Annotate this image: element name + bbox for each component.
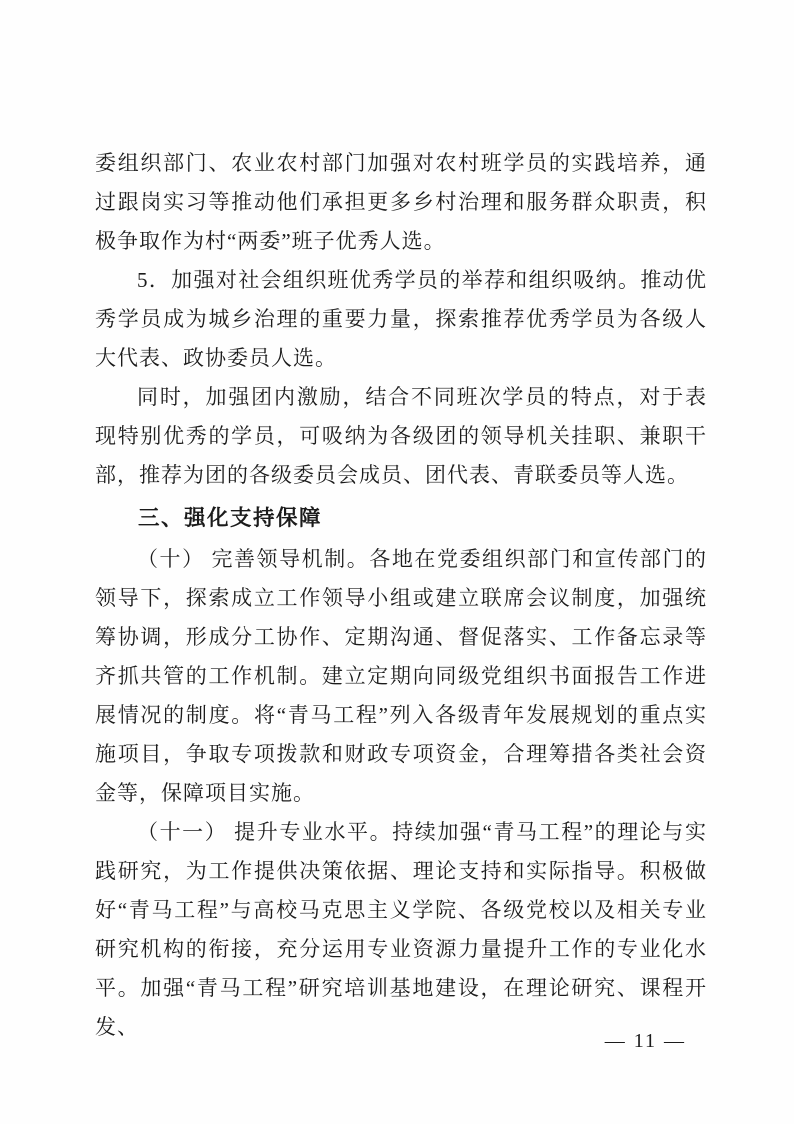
paragraph: 5．加强对社会组织班优秀学员的举荐和组织吸纳。推动优秀学员成为城乡治理的重要力量，探索推荐优秀学员为各级人大代表、政协委员人选。 xyxy=(95,268,707,370)
paragraph: 委组织部门、农业农村部门加强对农村班学员的实践培养，通过跟岗实习等推动他们承担更多乡村治理和服务群众职责，积极争取作为村“两委”班子优秀人选。 xyxy=(95,151,707,253)
paragraph: 同时，加强团内激励，结合不同班次学员的特点，对于表现特别优秀的学员，可吸纳为各级团的领导机关挂职、兼职干部，推荐为团的各级委员会成员、团代表、青联委员等人选。 xyxy=(95,385,707,487)
paragraph: （十一） 提升专业水平。持续加强“青马工程”的理论与实践研究，为工作提供决策依据、理论支持和实际指导。积极做好“青马工程”与高校马克思主义学院、各级党校以及相关专业研究机构的衔接，充分运用专业资源力量提升工作的专业化水平。加强“青马工程”研究培训基地建设，在理论研究、课程开发、 xyxy=(95,820,707,1039)
paragraph: （十） 完善领导机制。各地在党委组织部门和宣传部门的领导下，探索成立工作领导小组或建立联席会议制度，加强统筹协调，形成分工协作、定期沟通、督促落实、工作备忘录等齐抓共管的工作机制。建立定期向同级党组织书面报告工作进展情况的制度。将“青马工程”列入各级青年发展规划的重点实施项目，争取专项拨款和财政专项资金，合理筹措各类社会资金等，保障项目实施。 xyxy=(95,547,707,805)
page-number: — 11 — xyxy=(604,1030,686,1052)
section-heading: 三、强化支持保障 xyxy=(138,506,323,530)
document-body xyxy=(95,144,707,1047)
